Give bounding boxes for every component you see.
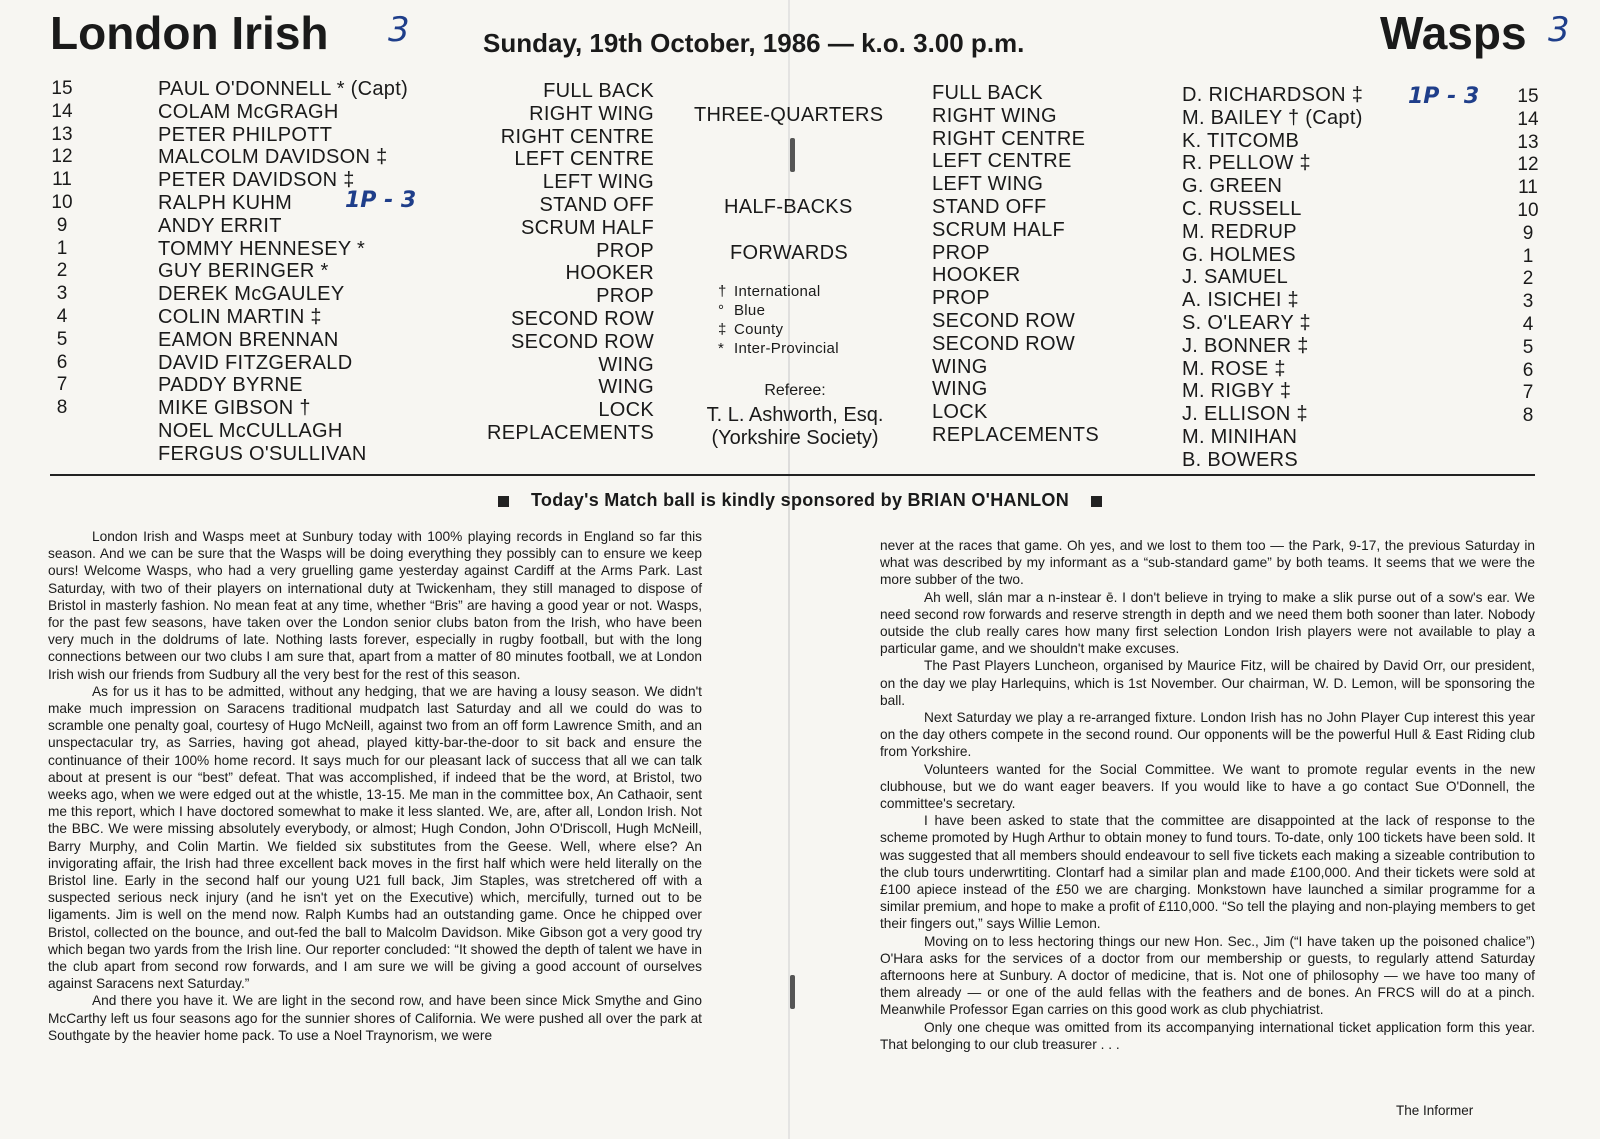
player-name: GUY BERINGER * (158, 260, 329, 283)
player-name: J. ELLISON ‡ (1182, 403, 1308, 426)
shirt-number: 1 (56, 237, 68, 259)
position-label: SECOND ROW (932, 309, 1075, 332)
home-position-list (487, 80, 654, 445)
position-label: REPLACEMENTS (932, 423, 1099, 446)
shirt-number: 10 (1517, 200, 1539, 221)
player-name: ANDY ERRIT (158, 214, 282, 237)
position-label: STAND OFF (932, 195, 1047, 218)
player-name: RALPH KUHM (158, 191, 293, 214)
player-name: MIKE GIBSON † (158, 397, 311, 420)
key-row (718, 320, 839, 339)
section-half-backs: HALF-BACKS (724, 196, 853, 218)
key-symbol: * (718, 340, 725, 357)
referee-name: T. L. Ashworth, Esq. (706, 404, 884, 426)
player-name: C. RUSSELL (1182, 197, 1302, 220)
player-name: B. BOWERS (1182, 448, 1299, 471)
position-label: PROP (932, 241, 990, 264)
shirt-number: 11 (1518, 177, 1538, 199)
position-label: WING (932, 355, 988, 378)
key-symbol: ‡ (718, 321, 727, 338)
article-right-column (880, 537, 1535, 1053)
shirt-number: 12 (51, 146, 73, 168)
position-label: FULL BACK (932, 82, 1043, 104)
sponsor-banner (0, 490, 1600, 511)
match-date-line: Sunday, 19th October, 1986 — k.o. 3.00 p.m. (483, 28, 1025, 58)
article-left-column (48, 528, 702, 1044)
shirt-number: 13 (1517, 131, 1539, 153)
player-name: M. REDRUP (1182, 220, 1297, 243)
article-paragraph: Moving on to less hectoring things our new Hon. Sec., Jim (“I have taken up the poisoned chalice”) O'Hara asks for the services of a doctor from our membership or guests, to regularly attend Saturday afternoons here at Sunbury. A doctor of medicine, that is. Not one of philosophy — we have too many of them already — or one of the auld fellas with the feathers and de bones. An FRCS will do at a pinch. Meanwhile Professor Egan carries on this good work as club phychiatrist. (880, 933, 1535, 1018)
away-team-title: Wasps (1380, 7, 1527, 59)
section-three-quarters: THREE-QUARTERS (694, 104, 884, 126)
position-label: FULL BACK (543, 80, 654, 102)
article-paragraph: Ah well, slán mar a n-instear ē. I don't believe in trying to make a slik purse out of a sow's ear. We need second row forwards and reserve strength in depth and we need them both sooner than later. Nobody outside the club really cares how many first selection London Irish players were not available to play a particular game, and we shouldn't make excuses. (880, 589, 1535, 657)
shirt-number: 9 (1522, 222, 1534, 244)
key-label: International (734, 283, 821, 300)
player-name: PAUL O'DONNELL * (Capt) (158, 78, 409, 100)
away-score-handwritten: 3 (1548, 10, 1570, 50)
article-paragraph: Volunteers wanted for the Social Committee. We want to promote regular events in the new clubhouse, but we do want eager beavers. If you would like to have a go contact Sue O'Donnell, the committee's secretary. (880, 761, 1535, 812)
shirt-number: 4 (1522, 314, 1534, 335)
player-name: TOMMY HENNESEY * (158, 237, 366, 260)
shirt-number: 9 (56, 214, 68, 236)
shirt-number: 11 (52, 169, 72, 191)
player-name: COLIN MARTIN ‡ (158, 305, 322, 328)
key-label: Blue (734, 302, 766, 319)
shirt-number: 3 (56, 283, 68, 305)
signature: The Informer (1396, 1103, 1474, 1118)
key-row (718, 301, 839, 320)
position-label: REPLACEMENTS (487, 421, 654, 444)
away-player-list (1182, 84, 1363, 472)
article-paragraph: never at the races that game. Oh yes, and we lost to them too — the Park, 9-17, the previous Saturday in what was described by my informant as a “sub-standard game” by both teams. It seems that we were the more subber of the two. (880, 538, 1535, 588)
player-name: NOEL McCULLAGH (158, 419, 343, 442)
position-label: SCRUM HALF (932, 218, 1066, 241)
shirt-number: 5 (56, 328, 68, 350)
player-name: PETER PHILPOTT (158, 123, 333, 146)
shirt-number: 13 (51, 123, 73, 145)
shirt-number: 4 (56, 306, 68, 327)
article-paragraph: London Irish and Wasps meet at Sunbury today with 100% playing records in England so far this season. And we can be sure that the Wasps will be doing everything they possibly can to ensure we keep ours! Welcome Wasps, who had a very gruelling game yesterday against Cardiff at the Arms Park. Last Saturday, with two of their players on international duty at Twickenham, they still managed to dispose of Bristol in masterly fashion. No mean feat at any time, whether “Bris” are having a good year or not. Wasps, for the past few seasons, have taken over the London senior clubs baton from the Irish, who have been very much in the doldrums of late. Nothing lasts forever, especially in rugby football, but with the long connections between our two clubs I am sure that, apart from a matter of 80 minutes football, we at London Irish wish our friends from Sudbury all the very best for the rest of this season. (48, 529, 702, 682)
shirt-number: 6 (56, 351, 68, 373)
player-name: MALCOLM DAVIDSON ‡ (158, 146, 388, 169)
staple-top (790, 138, 795, 172)
player-name: J. BONNER ‡ (1182, 334, 1309, 357)
article-paragraph: Only one cheque was omitted from its accompanying international ticket application form this year. That belonging to our club treasurer . . . (880, 1019, 1535, 1052)
home-player-list (158, 78, 408, 466)
player-name: FERGUS O'SULLIVAN (158, 442, 367, 465)
position-label: SECOND ROW (932, 332, 1075, 355)
player-name: COLAM McGRAGH (158, 100, 339, 123)
home-team-title: London Irish (50, 7, 329, 59)
shirt-number: 8 (56, 397, 68, 419)
bullet-square-icon (498, 496, 509, 507)
position-label: LEFT WING (542, 171, 654, 194)
away-position-list (932, 82, 1099, 447)
player-name: DEREK McGAULEY (158, 283, 345, 306)
position-label: WING (932, 378, 988, 401)
shirt-number: 5 (1522, 336, 1534, 358)
position-label: RIGHT WING (529, 102, 654, 125)
player-name: K. TITCOMB (1182, 129, 1300, 152)
position-label: PROP (932, 287, 990, 310)
shirt-number: 3 (1522, 291, 1534, 313)
position-label: WING (598, 376, 654, 399)
player-name: D. RICHARDSON ‡ (1182, 84, 1364, 106)
sponsor-text: Today's Match ball is kindly sponsored by BRIAN O'HANLON (530, 490, 1070, 510)
divider-rule (50, 474, 1535, 476)
position-label: RIGHT CENTRE (500, 125, 654, 148)
key-label: County (734, 321, 784, 338)
shirt-number: 12 (1517, 154, 1539, 176)
referee-label: Referee: (764, 382, 826, 399)
shirt-number: 1 (1522, 245, 1534, 267)
player-name: J. SAMUEL (1182, 266, 1289, 289)
shirt-number: 15 (1517, 86, 1539, 107)
player-name: M. BAILEY † (Capt) (1182, 106, 1363, 129)
home-note-handwritten: 1P - 3 (345, 188, 417, 213)
position-label: HOOKER (932, 264, 1021, 287)
shirt-number: 15 (51, 78, 73, 99)
key-legend (718, 282, 839, 358)
position-label: RIGHT CENTRE (932, 127, 1086, 150)
player-name: G. HOLMES (1182, 243, 1296, 266)
key-symbol: † (718, 283, 727, 300)
position-label: RIGHT WING (932, 104, 1057, 127)
shirt-number: 7 (56, 374, 68, 396)
player-name: A. ISICHEI ‡ (1182, 289, 1299, 312)
shirt-number: 2 (56, 260, 68, 282)
position-label: LEFT CENTRE (514, 148, 654, 171)
key-label: Inter-Provincial (734, 340, 839, 357)
key-row (718, 282, 839, 301)
position-label: HOOKER (565, 262, 654, 285)
referee-society: (Yorkshire Society) (711, 427, 879, 449)
article-paragraph: I have been asked to state that the committee are disappointed at the lack of response to the scheme promoted by Hugh Arthur to obtain money to fund tours. To-date, only 100 tickets have been sold. It was suggested that all members should endeavour to sell five tickets each making a sizeable contribution to the club tours underwrtiting. Clontarf had a similar plan and made £100,000. And their tickets were sold at £100 apiece instead of the £50 we are charging. Monkstown have launched a similar programme for a similar premium, and hope to make a profit of £110,000. “So tell the playing and non-playing members to get their fingers out,” says Willie Lemon. (880, 813, 1535, 932)
position-label: LEFT CENTRE (932, 150, 1072, 173)
position-label: LEFT WING (932, 173, 1044, 196)
player-name: M. ROSE ‡ (1182, 357, 1286, 380)
position-label: SECOND ROW (511, 307, 654, 330)
article-paragraph: And there you have it. We are light in the second row, and have been since Mick Smythe and Gino McCarthy left us four seasons ago for the sunnier shores of California. We were pushed all over the park at Southgate by the heavier home pack. To use a Noel Traynorism, we were (48, 993, 702, 1043)
position-label: SECOND ROW (511, 330, 654, 353)
away-note-handwritten: 1P - 3 (1408, 84, 1480, 109)
key-row (718, 339, 839, 358)
staple-bottom (790, 975, 795, 1009)
shirt-number: 14 (51, 100, 73, 122)
player-name: DAVID FITZGERALD (158, 351, 353, 374)
shirt-number: 6 (1522, 359, 1534, 381)
player-name: EAMON BRENNAN (158, 328, 339, 351)
player-name: PADDY BYRNE (158, 374, 303, 397)
player-name: S. O'LEARY ‡ (1182, 311, 1311, 334)
shirt-number: 14 (1517, 108, 1539, 130)
player-name: PETER DAVIDSON ‡ (158, 169, 355, 192)
shirt-number: 2 (1522, 268, 1534, 290)
position-label: PROP (596, 239, 654, 262)
article-paragraph: The Past Players Luncheon, organised by Maurice Fitz, will be chaired by David Orr, our president, on the day we play Harlequins, which is 1st November. Our chairman, W. D. Lemon, will be sponsoring the ball. (880, 658, 1535, 708)
player-name: R. PELLOW ‡ (1182, 152, 1311, 175)
home-score-handwritten: 3 (388, 10, 410, 50)
position-label: SCRUM HALF (520, 216, 654, 239)
shirt-number: 7 (1522, 382, 1534, 404)
key-symbol: ° (718, 302, 725, 319)
player-name: G. GREEN (1182, 175, 1283, 198)
player-name: M. MINIHAN (1182, 425, 1298, 448)
position-label: LOCK (598, 399, 654, 422)
article-paragraph: As for us it has to be admitted, without any hedging, that we are having a lousy season. We didn't make much impression on Saracens traditional mudpatch last Saturday and all we could do was to scramble one penalty goal, courtesy of Hugo McNeill, against two from an off form Lawrence Smith, and an unspectacular try, as Sarries, having got ahead, played kitty-bar-the-door to sit back and ensure the continuance of their 100% home record. It says much for our pleasant lack of success that all we can talk about at present is our “best” defeat. That was accomplished, if indeed that be the word, at Bristol, two weeks ago, when we were edged out at the whistle, 13-15. Me man in the committee box, An Cathaoir, sent me this report, which I have doctored somewhat to make it less slanted. We, are, after all, London Irish. Not the BBC. We were missing absolutely everybody, or almost; Hugh Condon, John O'Driscoll, Hugh McNeill, Barry Murphy, and Colin Martin. We fielded six substitutes from the Geese. Well, where else? An invigorating affair, the Irish had three excellent back moves in the first half which were held literally on the Bristol line. Early in the second half our young U21 full back, Jim Staples, was stretchered off with a suspected serious neck injury (and he isn't yet on the Executive) which, mercifully, turned out to be ligaments. Jim is well on the mend now. Ralph Kumbs had an outstanding game. Once he chipped over Bristol, collected on the bounce, and out-fed the ball to Malcolm Davidson. Mike Gibson got a very good try which began two yards from the Irish line. Our reporter concluded: “It showed the depth of talent we have in the club apart from second row forwards, and I am sure we will be giving a good account of ourselves against Saracens next Saturday.” (48, 683, 702, 992)
player-name: M. RIGBY ‡ (1182, 380, 1292, 403)
section-forwards: FORWARDS (730, 242, 848, 264)
position-label: STAND OFF (539, 193, 654, 216)
position-label: LOCK (932, 401, 988, 424)
article-paragraph: Next Saturday we play a re-arranged fixture. London Irish has no John Player Cup interest this year on the day others compete in the second round. Our opponents will be the powerful Hull & East Riding club from Yorkshire. (880, 710, 1535, 760)
position-label: WING (598, 353, 654, 376)
shirt-number: 10 (51, 192, 73, 213)
position-label: PROP (596, 285, 654, 308)
bullet-square-icon (1091, 496, 1102, 507)
shirt-number: 8 (1522, 405, 1534, 427)
